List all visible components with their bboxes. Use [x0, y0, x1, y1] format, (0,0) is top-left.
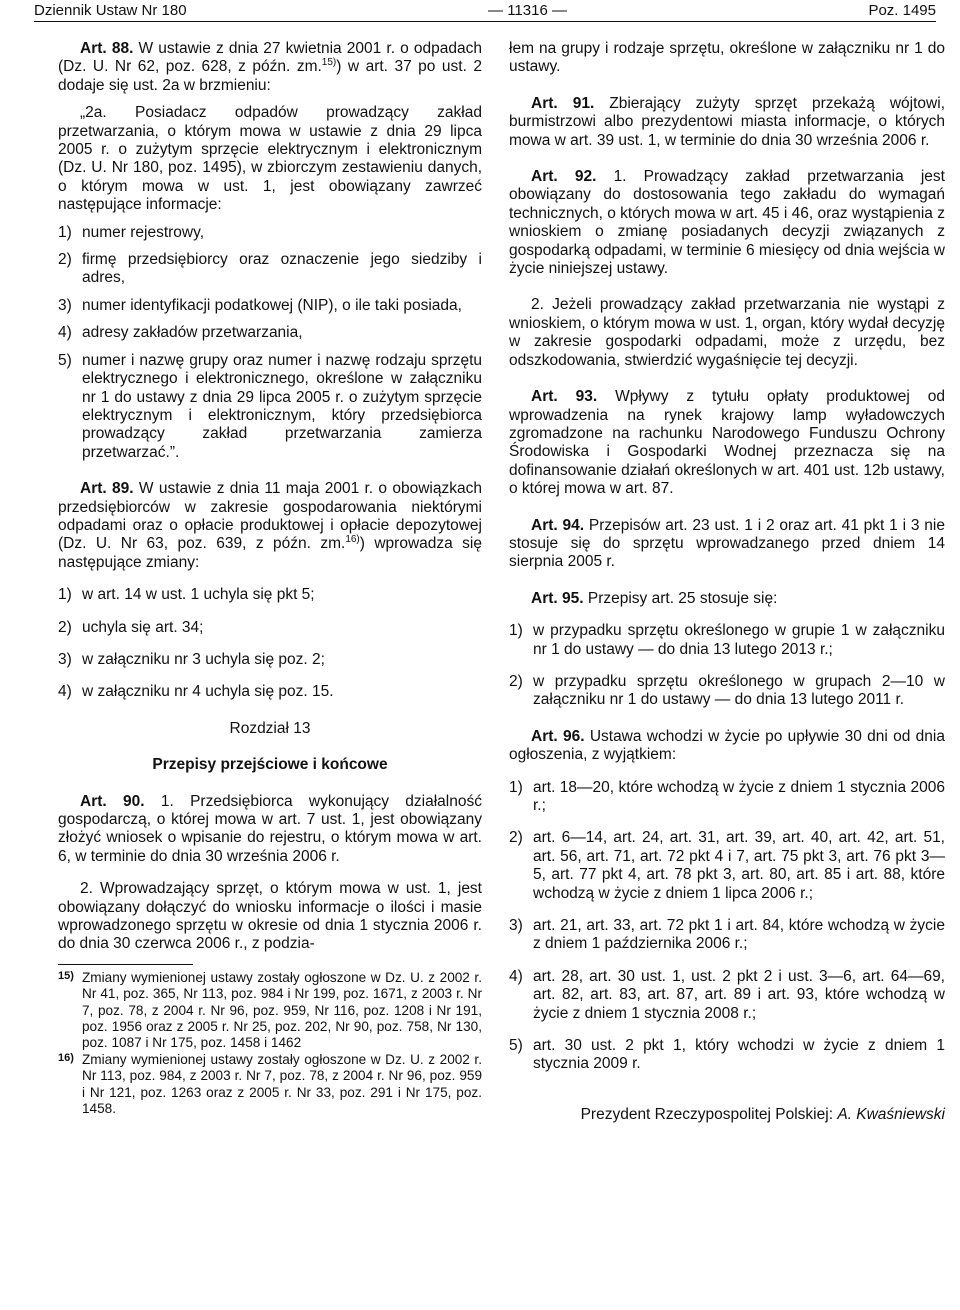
- article-90-number: Art. 90.: [80, 792, 145, 810]
- right-column: [509, 40, 945, 1124]
- article-96-text: Ustawa wchodzi w życie po upływie 30 dni od dnia ogłoszenia, z wyjątkiem:: [509, 727, 945, 764]
- article-92: [509, 168, 945, 278]
- article-96-item: 4) art. 28, art. 30 ust. 1, ust. 2 pkt 2 i ust. 3—6, art. 64—69, art. 82, art. 83, art. 87, art. 89 i art. 93, które wchodzą w życie z dniem 1 stycznia 2008 r.;: [509, 967, 945, 1022]
- footnote-ref-16: 16): [345, 534, 360, 546]
- journal-title: Dziennik Ustaw Nr 180: [34, 2, 187, 19]
- footnote-ref-15: 15): [321, 57, 337, 69]
- article-94-text: Przepisów art. 23 ust. 1 i 2 oraz art. 41 pkt 1 i 3 nie stosuje się do sprzętu wprowadzanego przed dniem 14 sierpnia 2005 r.: [509, 516, 945, 571]
- article-90-text: 1. Przedsiębiorca wykonujący działalność gospodarczą, o której mowa w art. 7 ust. 1, jest obowiązany złożyć wniosek o wpisanie do rejestru, o którym mowa w art. 6, w terminie do dnia 30 września 2006 r.: [58, 792, 482, 865]
- article-95-item: 1) w przypadku sprzętu określonego w grupie 1 w załączniku nr 1 do ustawy — do dnia 13 lutego 2013 r.;: [509, 622, 945, 658]
- continued-text: łem na grupy i rodzaje sprzętu, określone w załączniku nr 1 do ustawy.: [509, 40, 945, 76]
- article-88-number: Art. 88.: [80, 40, 134, 57]
- chapter-number: Rozdział 13: [229, 719, 311, 737]
- article-88-text-2: ) w art. 37 po ust. 2 dodaje się ust. 2a w brzmieniu:: [58, 58, 482, 94]
- signature-line: [509, 1106, 945, 1124]
- article-88-text: W ustawie z dnia 27 kwietnia 2001 r. o odpadach (Dz. U. Nr 62, poz. 628, z późn. zm.: [58, 40, 482, 76]
- article-92-text: 1. Prowadzący zakład przetwarzania jest obowiązany do dostosowania tego zakładu do wymagań technicznych, o których mowa w art. 45 i 46, oraz wystąpienia z wnioskiem o zmianę posiadanych decyzji związanych z gospodarką odpadami, w terminie 6 miesięcy od dnia wejścia w życie niniejszej ustawy.: [509, 168, 945, 278]
- article-96: [509, 728, 945, 765]
- amendment-item: 2) uchyla się art. 34;: [58, 618, 204, 636]
- footnote-16: 16) Zmiany wymienionej ustawy zostały ogłoszone w Dz. U. z 2002 r. Nr 113, poz. 984, z 2003 r. Nr 7, poz. 78, z 2004 r. Nr 96, poz. 959 i Nr 121, poz. 1263 oraz z 2005 r. Nr 33, poz. 291 i Nr 175, poz. 1458.: [58, 1051, 482, 1117]
- position-number: Poz. 1495: [868, 2, 936, 19]
- article-89-text-2: ) wprowadza się następujące zmiany:: [58, 535, 482, 571]
- signature-label: Prezydent Rzeczypospolitej Polskiej:: [580, 1105, 838, 1123]
- footnote-15: 15) Zmiany wymienionej ustawy zostały ogłoszone w Dz. U. z 2002 r. Nr 41, poz. 365, Nr 113, poz. 984 i Nr 199, poz. 1671, z 2003 r. Nr 7, poz. 78, z 2004 r. Nr 96, poz. 959, Nr 116, poz. 1208 i Nr 191, poz. 1956 oraz z 2005 r. Nr 25, poz. 202, Nr 90, poz. 758, Nr 130, poz. 1087 i Nr 175, poz. 1458 i 1462: [58, 969, 482, 1051]
- article-95-text: Przepisy art. 25 stosuje się:: [583, 589, 778, 607]
- article-95-number: Art. 95.: [531, 589, 584, 607]
- article-89-text: W ustawie z dnia 11 maja 2001 r. o obowiązkach przedsiębiorców w zakresie gospodarowania niektórymi odpadami oraz o opłacie produktowej i opłacie depozytowej (Dz. U. Nr 63, poz. 639, z późn. zm.: [58, 480, 482, 553]
- quote-item: 4) adresy zakładów przetwarzania,: [58, 324, 303, 342]
- article-94: [509, 517, 945, 572]
- amendment-item: 1) w art. 14 w ust. 1 uchyla się pkt 5;: [58, 586, 315, 604]
- page-number: — 11316 —: [488, 2, 567, 19]
- article-96-item: 3) art. 21, art. 33, art. 72 pkt 1 i art. 84, które wchodzą w życie z dniem 1 października 2006 r.;: [509, 917, 945, 953]
- chapter-title: Przepisy przejściowe i końcowe: [152, 756, 388, 774]
- article-93: [509, 388, 945, 498]
- quote-item: 2) firmę przedsiębiorcy oraz oznaczenie jego siedziby i adres,: [58, 251, 482, 287]
- left-column: [58, 40, 482, 1118]
- article-91-text: Zbierający zużyty sprzęt przekażą wójtowi, burmistrzowi albo prezydentowi miasta informacje, o których mowa w art. 39 ust. 1, w terminie do dnia 30 września 2006 r.: [509, 94, 945, 149]
- header-rule: [34, 21, 936, 22]
- article-93-number: Art. 93.: [531, 388, 598, 406]
- article-92-paragraph-2: 2. Jeżeli prowadzący zakład przetwarzania nie wystąpi z wnioskiem, o którym mowa w ust. 1, organ, który wydał decyzję w zakresie gospodarki odpadami, może z urzędu, bez odszkodowania, stwierdzić wygaśnięcie tej decyzji.: [509, 296, 945, 369]
- article-94-number: Art. 94.: [531, 516, 585, 534]
- page-header: [34, 0, 936, 20]
- quoted-provision-2a: „2a. Posiadacz odpadów prowadzący zakład przetwarzania, o którym mowa w ustawie z dnia 29 lipca 2005 r. o zużytym sprzęcie elektrycznym i elektronicznym (Dz. U. Nr 180, poz. 1495), w zbiorczym zestawieniu danych, o którym mowa w ust. 1, jest obowiązany zawrzeć następujące informacje:: [58, 104, 482, 214]
- article-96-number: Art. 96.: [531, 727, 585, 745]
- article-95-item: 2) w przypadku sprzętu określonego w grupach 2—10 w załączniku nr 1 do ustawy — do dnia 13 lutego 2011 r.: [509, 672, 945, 709]
- quote-item: 1) numer rejestrowy,: [58, 223, 205, 241]
- quote-item: 5) numer i nazwę grupy oraz numer i nazwę rodzaju sprzętu elektrycznego i elektronicznego, określone w załączniku nr 1 do ustawy z dnia 29 lipca 2005 r. o zużytym sprzęcie elektrycznym i elektronicznym, który przedsiębiorca prowadzący zakład przetwarzania zamierza przetwarzać.”.: [58, 351, 482, 461]
- article-96-item: 1) art. 18—20, które wchodzą w życie z dniem 1 stycznia 2006 r.;: [509, 778, 945, 814]
- amendment-item: 4) w załączniku nr 4 uchyla się poz. 15.: [58, 683, 334, 701]
- article-91-number: Art. 91.: [531, 94, 595, 112]
- article-88: [58, 40, 482, 95]
- article-89-number: Art. 89.: [80, 480, 134, 498]
- quote-item: 3) numer identyfikacji podatkowej (NIP), o ile taki posiada,: [58, 296, 462, 314]
- amendment-item: 3) w załączniku nr 3 uchyla się poz. 2;: [58, 650, 325, 668]
- article-90-paragraph-2: 2. Wprowadzający sprzęt, o którym mowa w ust. 1, jest obowiązany dołączyć do wniosku informacje o ilości i masie wprowadzonego sprzętu w okresie od dnia 1 stycznia 2006 r. do dnia 30 czerwca 2006 r., z podzia-: [58, 880, 482, 953]
- article-93-text: Wpływy z tytułu opłaty produktowej od wprowadzenia na rynek krajowy lamp wyładowczych zgromadzone na rachunku Narodowego Funduszu Ochrony Środowiska i Gospodarki Wodnej przeznacza się na dofinansowanie działań określonych w art. 401 ust. 12b ustawy, o której mowa w art. 87.: [509, 388, 945, 498]
- signature-name: A. Kwaśniewski: [837, 1105, 945, 1123]
- footnote-rule: [58, 964, 193, 965]
- article-95: [509, 590, 945, 608]
- article-96-item: 2) art. 6—14, art. 24, art. 31, art. 39, art. 40, art. 42, art. 51, art. 56, art. 71, art. 72 pkt 4 i 7, art. 75 pkt 3, art. 76 pkt 3—5, art. 77 pkt 4, art. 78 pkt 3, art. 80, art. 85 i art. 88, które wchodzą w życie z dniem 1 lipca 2006 r.;: [509, 829, 945, 902]
- article-89: [58, 480, 482, 572]
- article-96-item: 5) art. 30 ust. 2 pkt 1, który wchodzi w życie z dniem 1 stycznia 2009 r.: [509, 1037, 945, 1073]
- article-90: [58, 793, 482, 867]
- article-91: [509, 95, 945, 150]
- article-92-number: Art. 92.: [531, 168, 597, 186]
